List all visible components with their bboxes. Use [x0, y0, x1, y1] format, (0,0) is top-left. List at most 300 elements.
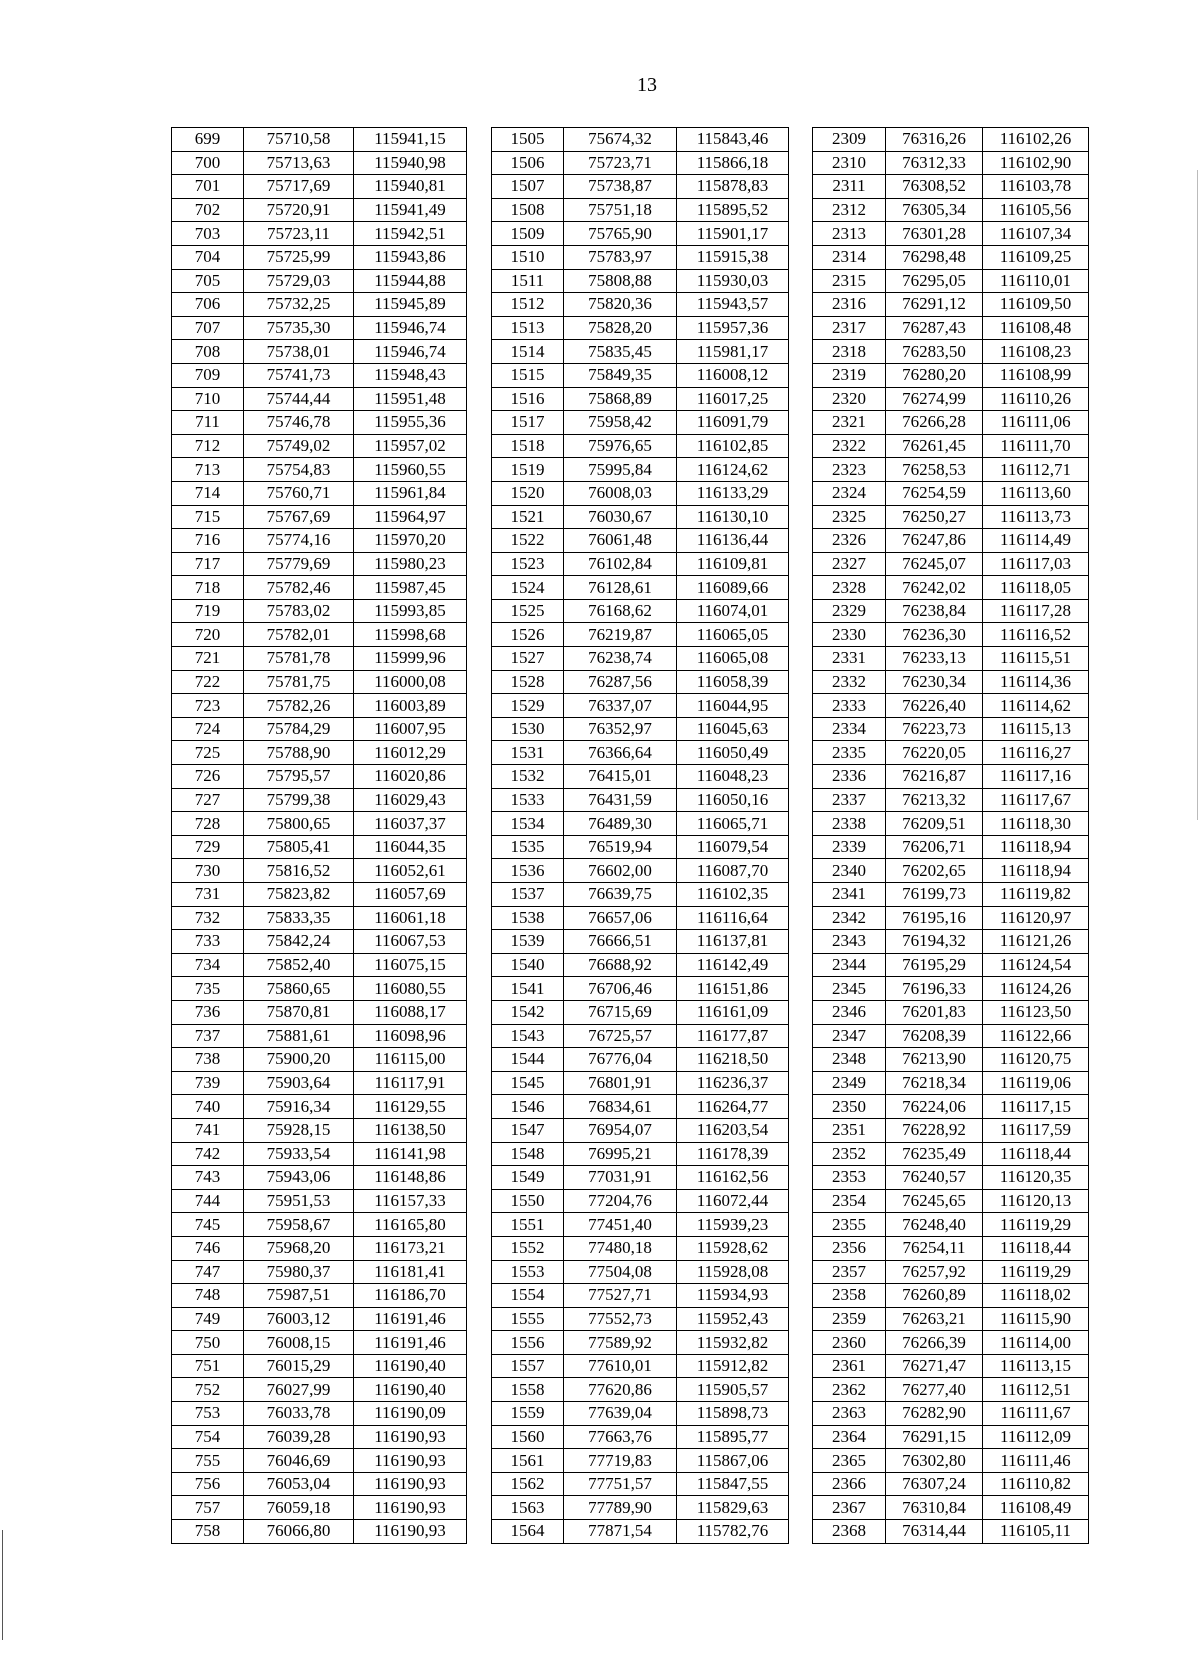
- column-separator: [467, 977, 492, 1001]
- y-coordinate-cell: 116110,01: [983, 269, 1089, 293]
- y-coordinate-cell: 116120,97: [983, 906, 1089, 930]
- x-coordinate-cell: 75860,65: [244, 977, 354, 1001]
- x-coordinate-cell: 75744,44: [244, 387, 354, 411]
- column-separator: [789, 1307, 813, 1331]
- table-row: [172, 1402, 1089, 1426]
- y-coordinate-cell: 116114,36: [983, 670, 1089, 694]
- point-number-cell: 737: [172, 1024, 244, 1048]
- table-row: [172, 1189, 1089, 1213]
- y-coordinate-cell: 115940,81: [354, 175, 467, 199]
- y-coordinate-cell: 116138,50: [354, 1118, 467, 1142]
- x-coordinate-cell: 75916,34: [244, 1095, 354, 1119]
- x-coordinate-cell: 75674,32: [564, 128, 677, 152]
- y-coordinate-cell: 116137,81: [677, 930, 789, 954]
- y-coordinate-cell: 116012,29: [354, 741, 467, 765]
- x-coordinate-cell: 76305,34: [886, 198, 983, 222]
- y-coordinate-cell: 116124,26: [983, 977, 1089, 1001]
- x-coordinate-cell: 76039,28: [244, 1425, 354, 1449]
- point-number-cell: 2314: [813, 245, 886, 269]
- y-coordinate-cell: 116119,29: [983, 1260, 1089, 1284]
- y-coordinate-cell: 115960,55: [354, 458, 467, 482]
- x-coordinate-cell: 75820,36: [564, 293, 677, 317]
- y-coordinate-cell: 116142,49: [677, 953, 789, 977]
- x-coordinate-cell: 76688,92: [564, 953, 677, 977]
- point-number-cell: 2330: [813, 623, 886, 647]
- x-coordinate-cell: 76223,73: [886, 717, 983, 741]
- point-number-cell: 2309: [813, 128, 886, 152]
- point-number-cell: 2346: [813, 1000, 886, 1024]
- column-separator: [467, 1071, 492, 1095]
- point-number-cell: 746: [172, 1236, 244, 1260]
- y-coordinate-cell: 116111,46: [983, 1449, 1089, 1473]
- x-coordinate-cell: 75799,38: [244, 788, 354, 812]
- x-coordinate-cell: 75870,81: [244, 1000, 354, 1024]
- x-coordinate-cell: 76228,92: [886, 1118, 983, 1142]
- x-coordinate-cell: 76258,53: [886, 458, 983, 482]
- point-number-cell: 2353: [813, 1166, 886, 1190]
- x-coordinate-cell: 75746,78: [244, 411, 354, 435]
- point-number-cell: 1541: [492, 977, 564, 1001]
- column-separator: [789, 1095, 813, 1119]
- table-row: [172, 788, 1089, 812]
- x-coordinate-cell: 76245,07: [886, 552, 983, 576]
- x-coordinate-cell: 75751,18: [564, 198, 677, 222]
- column-separator: [467, 765, 492, 789]
- x-coordinate-cell: 76715,69: [564, 1000, 677, 1024]
- x-coordinate-cell: 75833,35: [244, 906, 354, 930]
- x-coordinate-cell: 76230,34: [886, 670, 983, 694]
- x-coordinate-cell: 76261,45: [886, 434, 983, 458]
- x-coordinate-cell: 75779,69: [244, 552, 354, 576]
- y-coordinate-cell: 116124,54: [983, 953, 1089, 977]
- y-coordinate-cell: 116102,35: [677, 883, 789, 907]
- y-coordinate-cell: 116115,51: [983, 647, 1089, 671]
- x-coordinate-cell: 76352,97: [564, 717, 677, 741]
- column-separator: [789, 151, 813, 175]
- column-separator: [467, 316, 492, 340]
- column-separator: [467, 222, 492, 246]
- point-number-cell: 1525: [492, 599, 564, 623]
- y-coordinate-cell: 116105,11: [983, 1520, 1089, 1544]
- x-coordinate-cell: 76337,07: [564, 694, 677, 718]
- x-coordinate-cell: 76053,04: [244, 1472, 354, 1496]
- point-number-cell: 707: [172, 316, 244, 340]
- point-number-cell: 749: [172, 1307, 244, 1331]
- y-coordinate-cell: 115782,76: [677, 1520, 789, 1544]
- table-row: [172, 1213, 1089, 1237]
- table-row: [172, 1354, 1089, 1378]
- point-number-cell: 1532: [492, 765, 564, 789]
- point-number-cell: 716: [172, 529, 244, 553]
- x-coordinate-cell: 75720,91: [244, 198, 354, 222]
- y-coordinate-cell: 116117,16: [983, 765, 1089, 789]
- column-separator: [789, 434, 813, 458]
- column-separator: [789, 765, 813, 789]
- column-separator: [467, 859, 492, 883]
- y-coordinate-cell: 116118,05: [983, 576, 1089, 600]
- point-number-cell: 2352: [813, 1142, 886, 1166]
- x-coordinate-cell: 76280,20: [886, 363, 983, 387]
- point-number-cell: 1535: [492, 835, 564, 859]
- table-row: [172, 1284, 1089, 1308]
- point-number-cell: 1517: [492, 411, 564, 435]
- point-number-cell: 2340: [813, 859, 886, 883]
- x-coordinate-cell: 76316,26: [886, 128, 983, 152]
- column-separator: [789, 930, 813, 954]
- x-coordinate-cell: 77480,18: [564, 1236, 677, 1260]
- point-number-cell: 2315: [813, 269, 886, 293]
- x-coordinate-cell: 77031,91: [564, 1166, 677, 1190]
- column-separator: [789, 883, 813, 907]
- y-coordinate-cell: 116120,13: [983, 1189, 1089, 1213]
- point-number-cell: 1539: [492, 930, 564, 954]
- point-number-cell: 734: [172, 953, 244, 977]
- y-coordinate-cell: 116181,41: [354, 1260, 467, 1284]
- y-coordinate-cell: 116079,54: [677, 835, 789, 859]
- x-coordinate-cell: 76245,65: [886, 1189, 983, 1213]
- x-coordinate-cell: 76519,94: [564, 835, 677, 859]
- x-coordinate-cell: 75933,54: [244, 1142, 354, 1166]
- table-row: [172, 151, 1089, 175]
- y-coordinate-cell: 116111,06: [983, 411, 1089, 435]
- point-number-cell: 2361: [813, 1354, 886, 1378]
- y-coordinate-cell: 115987,45: [354, 576, 467, 600]
- point-number-cell: 1520: [492, 481, 564, 505]
- point-number-cell: 724: [172, 717, 244, 741]
- table-row: [172, 906, 1089, 930]
- x-coordinate-cell: 75849,35: [564, 363, 677, 387]
- point-number-cell: 2319: [813, 363, 886, 387]
- point-number-cell: 701: [172, 175, 244, 199]
- x-coordinate-cell: 76196,33: [886, 977, 983, 1001]
- point-number-cell: 1546: [492, 1095, 564, 1119]
- x-coordinate-cell: 76168,62: [564, 599, 677, 623]
- point-number-cell: 2356: [813, 1236, 886, 1260]
- point-number-cell: 743: [172, 1166, 244, 1190]
- y-coordinate-cell: 116017,25: [677, 387, 789, 411]
- column-separator: [789, 859, 813, 883]
- x-coordinate-cell: 76250,27: [886, 505, 983, 529]
- x-coordinate-cell: 76257,92: [886, 1260, 983, 1284]
- y-coordinate-cell: 116048,23: [677, 765, 789, 789]
- table-row: [172, 198, 1089, 222]
- column-separator: [467, 151, 492, 175]
- point-number-cell: 704: [172, 245, 244, 269]
- x-coordinate-cell: 75738,01: [244, 340, 354, 364]
- table-row: [172, 953, 1089, 977]
- table-row: [172, 977, 1089, 1001]
- point-number-cell: 1542: [492, 1000, 564, 1024]
- x-coordinate-cell: 76102,84: [564, 552, 677, 576]
- point-number-cell: 1509: [492, 222, 564, 246]
- x-coordinate-cell: 75760,71: [244, 481, 354, 505]
- y-coordinate-cell: 116117,15: [983, 1095, 1089, 1119]
- point-number-cell: 1553: [492, 1260, 564, 1284]
- x-coordinate-cell: 76431,59: [564, 788, 677, 812]
- point-number-cell: 744: [172, 1189, 244, 1213]
- x-coordinate-cell: 76235,49: [886, 1142, 983, 1166]
- y-coordinate-cell: 115952,43: [677, 1307, 789, 1331]
- point-number-cell: 1518: [492, 434, 564, 458]
- x-coordinate-cell: 76312,33: [886, 151, 983, 175]
- column-separator: [789, 316, 813, 340]
- y-coordinate-cell: 116236,37: [677, 1071, 789, 1095]
- point-number-cell: 1510: [492, 245, 564, 269]
- column-separator: [789, 906, 813, 930]
- coordinates-table-body: [172, 128, 1089, 1544]
- column-separator: [789, 1402, 813, 1426]
- y-coordinate-cell: 116112,71: [983, 458, 1089, 482]
- point-number-cell: 728: [172, 812, 244, 836]
- y-coordinate-cell: 116102,85: [677, 434, 789, 458]
- point-number-cell: 732: [172, 906, 244, 930]
- column-separator: [467, 1213, 492, 1237]
- y-coordinate-cell: 116112,09: [983, 1425, 1089, 1449]
- y-coordinate-cell: 116118,30: [983, 812, 1089, 836]
- y-coordinate-cell: 116136,44: [677, 529, 789, 553]
- point-number-cell: 1523: [492, 552, 564, 576]
- point-number-cell: 729: [172, 835, 244, 859]
- y-coordinate-cell: 116110,26: [983, 387, 1089, 411]
- y-coordinate-cell: 116029,43: [354, 788, 467, 812]
- table-row: [172, 765, 1089, 789]
- column-separator: [789, 977, 813, 1001]
- column-separator: [467, 930, 492, 954]
- x-coordinate-cell: 75828,20: [564, 316, 677, 340]
- x-coordinate-cell: 76834,61: [564, 1095, 677, 1119]
- y-coordinate-cell: 116165,80: [354, 1213, 467, 1237]
- x-coordinate-cell: 75781,78: [244, 647, 354, 671]
- x-coordinate-cell: 75729,03: [244, 269, 354, 293]
- column-separator: [789, 694, 813, 718]
- y-coordinate-cell: 115946,74: [354, 316, 467, 340]
- x-coordinate-cell: 75881,61: [244, 1024, 354, 1048]
- x-coordinate-cell: 75951,53: [244, 1189, 354, 1213]
- y-coordinate-cell: 115843,46: [677, 128, 789, 152]
- column-separator: [467, 1496, 492, 1520]
- table-row: [172, 245, 1089, 269]
- y-coordinate-cell: 115951,48: [354, 387, 467, 411]
- point-number-cell: 1531: [492, 741, 564, 765]
- y-coordinate-cell: 116108,99: [983, 363, 1089, 387]
- column-separator: [789, 293, 813, 317]
- column-separator: [467, 953, 492, 977]
- x-coordinate-cell: 75995,84: [564, 458, 677, 482]
- point-number-cell: 725: [172, 741, 244, 765]
- x-coordinate-cell: 75835,45: [564, 340, 677, 364]
- y-coordinate-cell: 116074,01: [677, 599, 789, 623]
- x-coordinate-cell: 76283,50: [886, 340, 983, 364]
- x-coordinate-cell: 76008,15: [244, 1331, 354, 1355]
- y-coordinate-cell: 116057,69: [354, 883, 467, 907]
- point-number-cell: 2351: [813, 1118, 886, 1142]
- column-separator: [467, 717, 492, 741]
- table-row: [172, 481, 1089, 505]
- y-coordinate-cell: 116080,55: [354, 977, 467, 1001]
- table-row: [172, 505, 1089, 529]
- y-coordinate-cell: 116065,05: [677, 623, 789, 647]
- y-coordinate-cell: 116110,82: [983, 1472, 1089, 1496]
- y-coordinate-cell: 116178,39: [677, 1142, 789, 1166]
- x-coordinate-cell: 76657,06: [564, 906, 677, 930]
- y-coordinate-cell: 115943,86: [354, 245, 467, 269]
- x-coordinate-cell: 76208,39: [886, 1024, 983, 1048]
- column-separator: [789, 741, 813, 765]
- column-separator: [467, 340, 492, 364]
- column-separator: [789, 222, 813, 246]
- column-separator: [789, 1520, 813, 1544]
- point-number-cell: 1512: [492, 293, 564, 317]
- point-number-cell: 2331: [813, 647, 886, 671]
- y-coordinate-cell: 116148,86: [354, 1166, 467, 1190]
- y-coordinate-cell: 115999,96: [354, 647, 467, 671]
- column-separator: [467, 670, 492, 694]
- point-number-cell: 1511: [492, 269, 564, 293]
- y-coordinate-cell: 115948,43: [354, 363, 467, 387]
- table-row: [172, 1166, 1089, 1190]
- y-coordinate-cell: 116115,00: [354, 1048, 467, 1072]
- x-coordinate-cell: 77204,76: [564, 1189, 677, 1213]
- y-coordinate-cell: 115866,18: [677, 151, 789, 175]
- y-coordinate-cell: 116119,06: [983, 1071, 1089, 1095]
- y-coordinate-cell: 116129,55: [354, 1095, 467, 1119]
- point-number-cell: 708: [172, 340, 244, 364]
- y-coordinate-cell: 116045,63: [677, 717, 789, 741]
- point-number-cell: 2343: [813, 930, 886, 954]
- point-number-cell: 1528: [492, 670, 564, 694]
- y-coordinate-cell: 116190,93: [354, 1472, 467, 1496]
- y-coordinate-cell: 115944,88: [354, 269, 467, 293]
- point-number-cell: 2333: [813, 694, 886, 718]
- table-row: [172, 1449, 1089, 1473]
- column-separator: [789, 1425, 813, 1449]
- x-coordinate-cell: 76266,28: [886, 411, 983, 435]
- y-coordinate-cell: 116191,46: [354, 1307, 467, 1331]
- y-coordinate-cell: 116091,79: [677, 411, 789, 435]
- x-coordinate-cell: 75741,73: [244, 363, 354, 387]
- y-coordinate-cell: 116130,10: [677, 505, 789, 529]
- x-coordinate-cell: 76776,04: [564, 1048, 677, 1072]
- point-number-cell: 1562: [492, 1472, 564, 1496]
- point-number-cell: 1549: [492, 1166, 564, 1190]
- table-row: [172, 859, 1089, 883]
- table-row: [172, 1095, 1089, 1119]
- column-separator: [789, 1142, 813, 1166]
- y-coordinate-cell: 115961,84: [354, 481, 467, 505]
- y-coordinate-cell: 116044,35: [354, 835, 467, 859]
- point-number-cell: 1557: [492, 1354, 564, 1378]
- point-number-cell: 720: [172, 623, 244, 647]
- x-coordinate-cell: 75976,65: [564, 434, 677, 458]
- x-coordinate-cell: 76282,90: [886, 1402, 983, 1426]
- table-row: [172, 387, 1089, 411]
- y-coordinate-cell: 116117,67: [983, 788, 1089, 812]
- y-coordinate-cell: 116007,95: [354, 717, 467, 741]
- y-coordinate-cell: 116065,08: [677, 647, 789, 671]
- column-separator: [789, 269, 813, 293]
- column-separator: [467, 1024, 492, 1048]
- x-coordinate-cell: 76301,28: [886, 222, 983, 246]
- x-coordinate-cell: 76639,75: [564, 883, 677, 907]
- y-coordinate-cell: 115847,55: [677, 1472, 789, 1496]
- x-coordinate-cell: 75958,67: [244, 1213, 354, 1237]
- point-number-cell: 751: [172, 1354, 244, 1378]
- column-separator: [789, 1118, 813, 1142]
- table-row: [172, 293, 1089, 317]
- x-coordinate-cell: 77527,71: [564, 1284, 677, 1308]
- x-coordinate-cell: 75732,25: [244, 293, 354, 317]
- y-coordinate-cell: 116114,00: [983, 1331, 1089, 1355]
- x-coordinate-cell: 75852,40: [244, 953, 354, 977]
- y-coordinate-cell: 116118,02: [983, 1284, 1089, 1308]
- scan-edge-mark: [1197, 170, 1198, 820]
- table-row: [172, 1024, 1089, 1048]
- column-separator: [467, 245, 492, 269]
- x-coordinate-cell: 75781,75: [244, 670, 354, 694]
- x-coordinate-cell: 75987,51: [244, 1284, 354, 1308]
- point-number-cell: 1513: [492, 316, 564, 340]
- point-number-cell: 1547: [492, 1118, 564, 1142]
- x-coordinate-cell: 76233,13: [886, 647, 983, 671]
- column-separator: [789, 835, 813, 859]
- column-separator: [789, 1496, 813, 1520]
- x-coordinate-cell: 75738,87: [564, 175, 677, 199]
- point-number-cell: 1564: [492, 1520, 564, 1544]
- table-row: [172, 1520, 1089, 1544]
- column-separator: [467, 387, 492, 411]
- y-coordinate-cell: 116190,93: [354, 1425, 467, 1449]
- x-coordinate-cell: 77451,40: [564, 1213, 677, 1237]
- x-coordinate-cell: 76008,03: [564, 481, 677, 505]
- y-coordinate-cell: 116151,86: [677, 977, 789, 1001]
- x-coordinate-cell: 75782,01: [244, 623, 354, 647]
- point-number-cell: 2344: [813, 953, 886, 977]
- point-number-cell: 1560: [492, 1425, 564, 1449]
- x-coordinate-cell: 75783,02: [244, 599, 354, 623]
- y-coordinate-cell: 115998,68: [354, 623, 467, 647]
- x-coordinate-cell: 75800,65: [244, 812, 354, 836]
- y-coordinate-cell: 115928,62: [677, 1236, 789, 1260]
- point-number-cell: 758: [172, 1520, 244, 1544]
- point-number-cell: 2349: [813, 1071, 886, 1095]
- point-number-cell: 739: [172, 1071, 244, 1095]
- point-number-cell: 717: [172, 552, 244, 576]
- column-separator: [467, 481, 492, 505]
- y-coordinate-cell: 116203,54: [677, 1118, 789, 1142]
- column-separator: [789, 1449, 813, 1473]
- table-row: [172, 1142, 1089, 1166]
- column-separator: [789, 128, 813, 152]
- x-coordinate-cell: 75903,64: [244, 1071, 354, 1095]
- point-number-cell: 2313: [813, 222, 886, 246]
- column-separator: [467, 1095, 492, 1119]
- x-coordinate-cell: 76202,65: [886, 859, 983, 883]
- point-number-cell: 1536: [492, 859, 564, 883]
- table-row: [172, 175, 1089, 199]
- x-coordinate-cell: 75723,11: [244, 222, 354, 246]
- x-coordinate-cell: 76195,29: [886, 953, 983, 977]
- y-coordinate-cell: 116111,70: [983, 434, 1089, 458]
- y-coordinate-cell: 115981,17: [677, 340, 789, 364]
- point-number-cell: 727: [172, 788, 244, 812]
- y-coordinate-cell: 115946,74: [354, 340, 467, 364]
- column-separator: [789, 1189, 813, 1213]
- column-separator: [789, 717, 813, 741]
- point-number-cell: 735: [172, 977, 244, 1001]
- y-coordinate-cell: 115878,83: [677, 175, 789, 199]
- point-number-cell: 2348: [813, 1048, 886, 1072]
- table-row: [172, 576, 1089, 600]
